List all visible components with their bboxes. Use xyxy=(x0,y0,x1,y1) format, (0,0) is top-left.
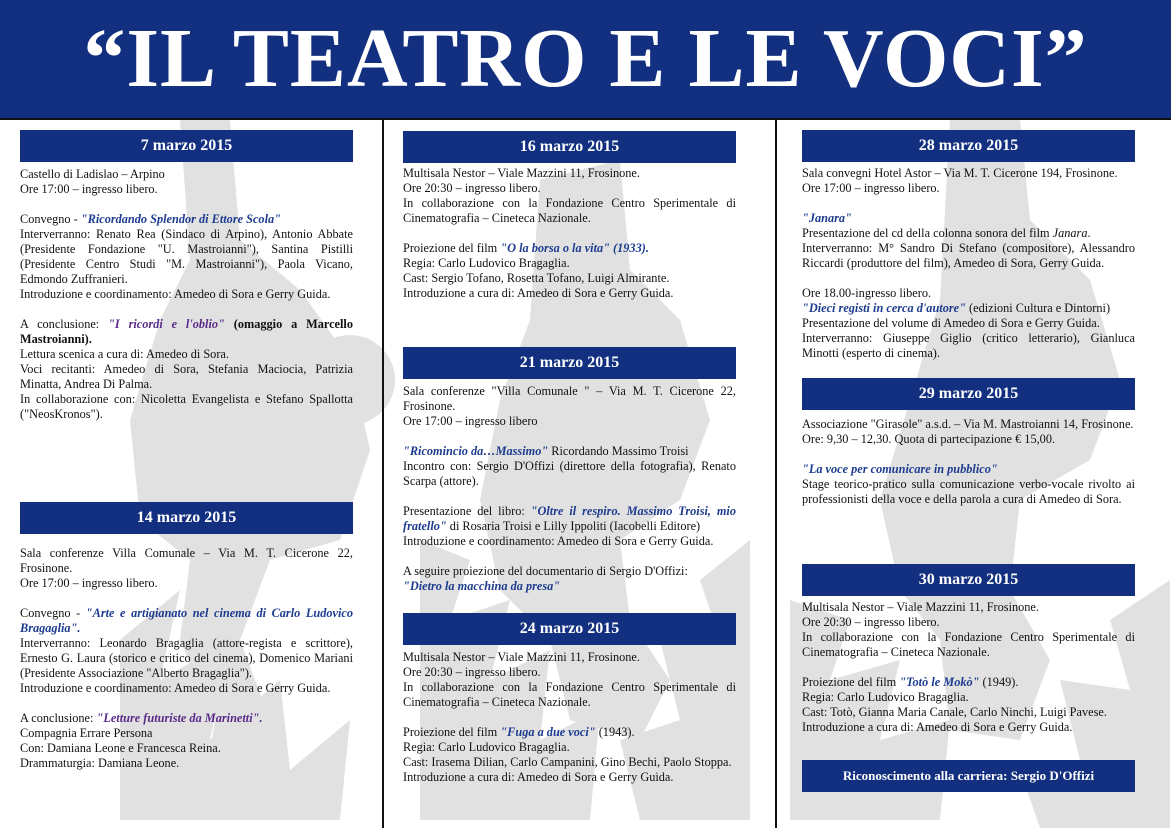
documentary-title: "Dietro la macchina da presa" xyxy=(403,579,561,593)
event-book-presentation: Presentazione del volume di Amedeo di Sora e Gerry Guida. xyxy=(802,316,1100,330)
conclusion-title: "Letture futuriste da Marinetti". xyxy=(96,711,263,725)
event-time: Ore 20:30 – ingresso libero. xyxy=(802,615,940,629)
event-cast: Cast: Sergio Tofano, Rosetta Tofano, Luigi Almirante. xyxy=(403,271,670,285)
film-title: "Fuga a due voci" xyxy=(500,725,596,739)
event-details xyxy=(403,650,736,785)
event-film: Proiezione del film "Totò le Mokò" (1949). xyxy=(802,675,1019,689)
event-details xyxy=(802,417,1135,507)
event-venue: Multisala Nestor – Viale Mazzini 11, Frosinone. xyxy=(802,600,1039,614)
event-reading: Lettura scenica a cura di: Amedeo di Sora. xyxy=(20,347,229,361)
conclusion-title: "I ricordi e l'oblio" xyxy=(108,317,225,331)
event-coordination: Introduzione e coordinamento: Amedeo di Sora e Gerry Guida. xyxy=(20,287,331,301)
conference-title: "Arte e artigianato nel cinema di Carlo Ludovico Bragaglia". xyxy=(20,606,353,635)
event-book: Presentazione del libro: "Oltre il respiro. Massimo Troisi, mio fratello" di Rosaria Troisi e Lilly Ippoliti (Iacobelli Editore) xyxy=(403,504,736,533)
event-film: Proiezione del film "Fuga a due voci" (1943). xyxy=(403,725,635,739)
event-intro: Introduzione a cura di: Amedeo di Sora e Gerry Guida. xyxy=(403,770,674,784)
event-time: Ore 20:30 – ingresso libero. xyxy=(403,665,541,679)
event-time: Ore 17:00 – ingresso libero xyxy=(403,414,538,428)
event-title-highlight: "Ricomincio da…Massimo" xyxy=(403,444,549,458)
event-details xyxy=(20,546,353,771)
event-details xyxy=(802,166,1135,361)
event-time: Ore 17:00 – ingresso libero. xyxy=(802,181,940,195)
event-venue: Multisala Nestor – Viale Mazzini 11, Frosinone. xyxy=(403,650,640,664)
event-director: Regia: Carlo Ludovico Bragaglia. xyxy=(802,690,969,704)
event-director: Regia: Carlo Ludovico Bragaglia. xyxy=(403,740,570,754)
title-banner xyxy=(0,0,1171,118)
conference-title: "Ricordando Splendor di Ettore Scola" xyxy=(80,212,281,226)
event-time: Ore 17:00 – ingresso libero. xyxy=(20,182,158,196)
event-time-secondary: Ore 18.00-ingresso libero. xyxy=(802,286,932,300)
career-award-banner: Riconoscimento alla carriera: Sergio D'Offizi xyxy=(802,760,1135,792)
event-time: Ore: 9,30 – 12,30. Quota di partecipazione € 15,00. xyxy=(802,432,1056,446)
event-meeting: Incontro con: Sergio D'Offizi (direttore della fotografia), Renato Scarpa (attore). xyxy=(403,459,736,488)
event-dramaturgy: Drammaturgia: Damiana Leone. xyxy=(20,756,180,770)
event-date-header: 28 marzo 2015 xyxy=(802,130,1135,162)
event-speakers: Interverranno: M° Sandro Di Stefano (compositore), Alessandro Riccardi (produttore del film), Amedeo di Sora, Gerry Guida. xyxy=(802,241,1135,270)
event-intro: Introduzione a cura di: Amedeo di Sora e Gerry Guida. xyxy=(403,286,674,300)
event-coordination: Introduzione e coordinamento: Amedeo di Sora e Gerry Guida. xyxy=(403,534,714,548)
event-date-header: 14 marzo 2015 xyxy=(20,502,353,534)
event-collaboration: In collaborazione con la Fondazione Centro Sperimentale di Cinematografia – Cineteca Nazionale. xyxy=(403,680,736,709)
event-cast: Con: Damiana Leone e Francesca Reina. xyxy=(20,741,221,755)
event-details xyxy=(802,600,1135,735)
event-speakers: Interverranno: Giuseppe Giglio (critico letterario), Gianluca Minotti (esperto di cinema). xyxy=(802,331,1135,360)
event-conclusion: A conclusione: "Letture futuriste da Marinetti". xyxy=(20,711,263,725)
event-details xyxy=(20,167,353,422)
column-divider-left xyxy=(382,120,384,828)
event-date-header: 30 marzo 2015 xyxy=(802,564,1135,596)
event-book: "Dieci registi in cerca d'autore" (edizioni Cultura e Dintorni) xyxy=(802,301,1111,315)
event-venue: Sala conferenze Villa Comunale – Via M. T. Cicerone 22, Frosinone. xyxy=(20,546,353,575)
banner-divider xyxy=(0,118,1171,120)
event-cast: Cast: Totò, Gianna Maria Canale, Carlo Ninchi, Luigi Pavese. xyxy=(802,705,1107,719)
event-venue: Multisala Nestor – Viale Mazzini 11, Frosinone. xyxy=(403,166,640,180)
event-description: Stage teorico-pratico sulla comunicazione verbo-vocale rivolto ai professionisti della voce e della parola a cura di Amedeo di Sora. xyxy=(802,477,1135,506)
event-collaboration: In collaborazione con: Nicoletta Evangelista e Stefano Spallotta ("NeosKronos"). xyxy=(20,392,353,421)
event-time: Ore 20:30 – ingresso libero. xyxy=(403,181,541,195)
event-date-header: 7 marzo 2015 xyxy=(20,130,353,162)
event-speakers: Interverranno: Renato Rea (Sindaco di Arpino), Antonio Abbate (Presidente Fondazione "U. Mastroianni"), Santina Pistilli (Presidente Centro Studi "M. Mastroianni"), Paola Vicano, Edmondo Zuffranieri. xyxy=(20,227,353,286)
event-venue: Sala conferenze "Villa Comunale " – Via M. T. Cicerone 22, Frosinone. xyxy=(403,384,736,413)
event-film: Proiezione del film "O la borsa o la vita" (1933). xyxy=(403,241,649,255)
event-venue: Sala convegni Hotel Astor – Via M. T. Cicerone 194, Frosinone. xyxy=(802,166,1118,180)
event-collaboration: In collaborazione con la Fondazione Centro Sperimentale di Cinematografia – Cineteca Nazionale. xyxy=(403,196,736,225)
event-date-header: 24 marzo 2015 xyxy=(403,613,736,645)
event-conference: Convegno - "Ricordando Splendor di Ettore Scola" xyxy=(20,212,281,226)
event-collaboration: In collaborazione con la Fondazione Centro Sperimentale di Cinematografia – Cineteca Nazionale. xyxy=(802,630,1135,659)
event-conference: Convegno - "Arte e artigianato nel cinema di Carlo Ludovico Bragaglia". xyxy=(20,606,353,635)
event-title: "La voce per comunicare in pubblico" xyxy=(802,462,998,476)
book-title: "Dieci registi in cerca d'autore" xyxy=(802,301,966,315)
event-venue: Associazione "Girasole" a.s.d. – Via M. Mastroianni 14, Frosinone. xyxy=(802,417,1134,431)
event-intro: Introduzione a cura di: Amedeo di Sora e Gerry Guida. xyxy=(802,720,1073,734)
event-cast: Cast: Irasema Dilian, Carlo Campanini, Gino Bechi, Paolo Stoppa. xyxy=(403,755,732,769)
event-title: "Janara" xyxy=(802,211,852,225)
event-details xyxy=(403,166,736,301)
event-documentary: A seguire proiezione del documentario di Sergio D'Offizi: xyxy=(403,564,688,578)
event-title: "Ricomincio da…Massimo" Ricordando Massimo Troisi xyxy=(403,444,689,458)
film-title: "Totò le Mokò" xyxy=(899,675,980,689)
event-date-header: 29 marzo 2015 xyxy=(802,378,1135,410)
event-speakers: Interverranno: Leonardo Bragaglia (attore-regista e scrittore), Ernesto G. Laura (storico e critico del cinema), Domenico Mariani (Presidente Associazione "Alberto Bragaglia"). xyxy=(20,636,353,680)
event-presentation: Presentazione del cd della colonna sonora del film Janara. xyxy=(802,226,1091,240)
film-name: Janara xyxy=(1052,226,1088,240)
event-voices: Voci recitanti: Amedeo di Sora, Stefania Maciocia, Patrizia Minatta, Andrea Di Palma. xyxy=(20,362,353,391)
column-divider-right xyxy=(775,120,777,828)
event-director: Regia: Carlo Ludovico Bragaglia. xyxy=(403,256,570,270)
book-title: "Oltre il respiro. Massimo Troisi, mio fratello" xyxy=(403,504,736,533)
event-conclusion: A conclusione: "I ricordi e l'oblio" (omaggio a Marcello Mastroianni). xyxy=(20,317,353,346)
event-time: Ore 17:00 – ingresso libero. xyxy=(20,576,158,590)
event-date-header: 16 marzo 2015 xyxy=(403,131,736,163)
film-title: "O la borsa o la vita" (1933). xyxy=(500,241,649,255)
event-company: Compagnia Errare Persona xyxy=(20,726,153,740)
event-coordination: Introduzione e coordinamento: Amedeo di Sora e Gerry Guida. xyxy=(20,681,331,695)
event-date-header: 21 marzo 2015 xyxy=(403,347,736,379)
poster-title: “IL TEATRO E LE VOCI” xyxy=(83,12,1088,105)
event-venue: Castello di Ladislao – Arpino xyxy=(20,167,165,181)
event-details xyxy=(403,384,736,594)
